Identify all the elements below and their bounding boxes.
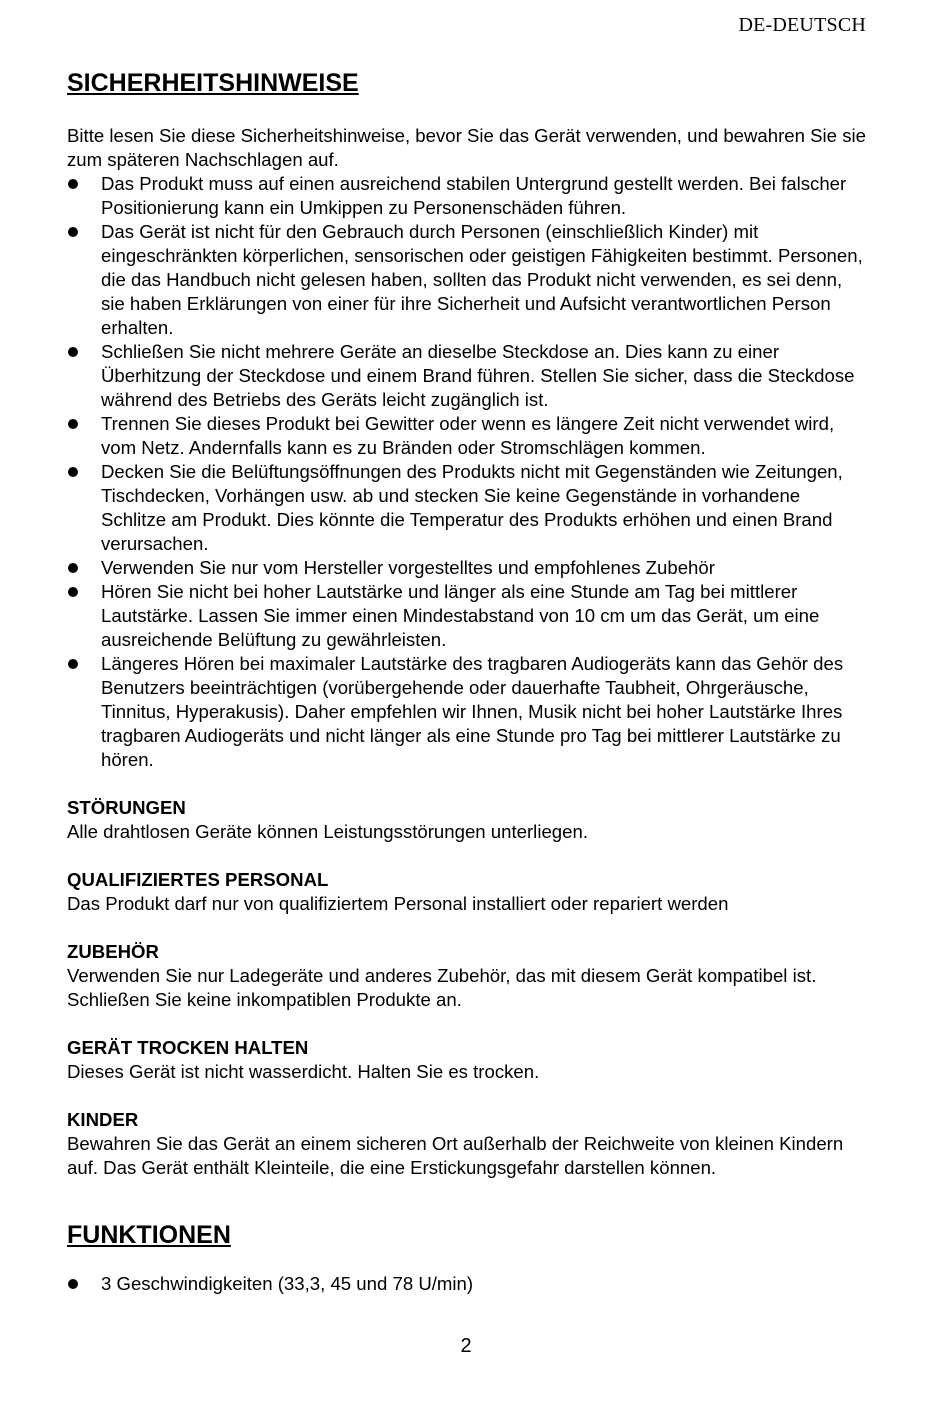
section-children xyxy=(67,1108,867,1180)
section-title: QUALIFIZIERTES PERSONAL xyxy=(67,869,329,890)
bullet-icon xyxy=(68,419,78,429)
section-title: GERÄT TROCKEN HALTEN xyxy=(67,1037,309,1058)
list-item-text: 3 Geschwindigkeiten (33,3, 45 und 78 U/min) xyxy=(101,1273,474,1294)
safety-intro: Bitte lesen Sie diese Sicherheitshinweise, bevor Sie das Gerät verwenden, und bewahren Sie sie zum späteren Nachschlagen auf. xyxy=(67,125,866,170)
section-text: Alle drahtlosen Geräte können Leistungsstörungen unterliegen. xyxy=(67,821,588,842)
bullet-icon xyxy=(68,347,78,357)
section-text: Dieses Gerät ist nicht wasserdicht. Halten Sie es trocken. xyxy=(67,1061,540,1082)
list-item xyxy=(67,1272,867,1296)
list-item-text: Längeres Hören bei maximaler Lautstärke des tragbaren Audiogeräts kann das Gehör des Benutzers beeinträchtigen (vorübergehende oder dauerhafte Taubheit, Ohrgeräusche, Tinnitus, Hyperakusis). Daher empfehlen wir Ihnen, Musik nicht bei hoher Lautstärke Ihres tragbaren Audiogeräts und nicht länger als eine Stunde pro Tag bei mittlerer Lautstärke zu hören. xyxy=(101,653,844,770)
bullet-icon xyxy=(68,587,78,597)
section-text: Das Produkt darf nur von qualifiziertem Personal installiert oder repariert werden xyxy=(67,893,729,914)
features-list xyxy=(67,1272,867,1296)
language-label: DE-DEUTSCH xyxy=(738,14,866,36)
list-item-text: Das Produkt muss auf einen ausreichend stabilen Untergrund gestellt werden. Bei falscher Positionierung kann ein Umkippen zu Personenschäden führen. xyxy=(101,173,847,218)
section-title: STÖRUNGEN xyxy=(67,797,186,818)
list-item xyxy=(67,652,867,772)
list-item xyxy=(67,412,867,460)
list-item xyxy=(67,460,867,556)
list-item xyxy=(67,220,867,340)
section-qualified-personnel xyxy=(67,868,867,916)
page-number: 2 xyxy=(460,1335,472,1357)
section-keep-dry xyxy=(67,1036,867,1084)
list-item-text: Decken Sie die Belüftungsöffnungen des Produkts nicht mit Gegenständen wie Zeitungen, Tischdecken, Vorhängen usw. ab und stecken Sie keine Gegenstände in vorhandene Schlitze am Produkt. Dies könnte die Temperatur des Produkts erhöhen und einen Brand verursachen. xyxy=(101,461,843,554)
bullet-icon xyxy=(68,467,78,477)
bullet-icon xyxy=(68,659,78,669)
section-title: KINDER xyxy=(67,1109,139,1130)
features-heading: FUNKTIONEN xyxy=(67,1221,231,1249)
list-item xyxy=(67,556,867,580)
bullet-icon xyxy=(68,563,78,573)
list-item xyxy=(67,340,867,412)
bullet-icon xyxy=(68,1279,78,1289)
list-item xyxy=(67,580,867,652)
list-item-text: Hören Sie nicht bei hoher Lautstärke und länger als eine Stunde am Tag bei mittlerer Lautstärke. Lassen Sie immer einen Mindestabstand von 10 cm um das Gerät, um eine ausreichende Belüftung zu gewährleisten. xyxy=(101,581,820,650)
section-title: ZUBEHÖR xyxy=(67,941,159,962)
section-interference xyxy=(67,796,867,844)
section-accessories xyxy=(67,940,867,1012)
safety-list xyxy=(67,172,867,772)
list-item-text: Trennen Sie dieses Produkt bei Gewitter oder wenn es längere Zeit nicht verwendet wird, vom Netz. Andernfalls kann es zu Bränden oder Stromschlägen kommen. xyxy=(101,413,835,458)
list-item xyxy=(67,172,867,220)
safety-heading: SICHERHEITSHINWEISE xyxy=(67,69,359,97)
section-text: Bewahren Sie das Gerät an einem sicheren Ort außerhalb der Reichweite von kleinen Kindern auf. Das Gerät enthält Kleinteile, die eine Erstickungsgefahr darstellen können. xyxy=(67,1133,844,1178)
list-item-text: Das Gerät ist nicht für den Gebrauch durch Personen (einschließlich Kinder) mit eingeschränkten körperlichen, sensorischen oder geistigen Fähigkeiten bestimmt. Personen, die das Handbuch nicht gelesen haben, sollten das Produkt nicht verwenden, es sei denn, sie haben Erklärungen von einer für ihre Sicherheit und Aufsicht verantwortlichen Person erhalten. xyxy=(101,221,863,338)
section-text: Verwenden Sie nur Ladegeräte und anderes Zubehör, das mit diesem Gerät kompatibel ist. Schließen Sie keine inkompatiblen Produkte an. xyxy=(67,965,817,1010)
bullet-icon xyxy=(68,179,78,189)
document-body xyxy=(67,68,867,1296)
list-item-text: Schließen Sie nicht mehrere Geräte an dieselbe Steckdose an. Dies kann zu einer Überhitzung der Steckdose und einem Brand führen. Stellen Sie sicher, dass die Steckdose während des Betriebs des Geräts leicht zugänglich ist. xyxy=(101,341,855,410)
bullet-icon xyxy=(68,227,78,237)
list-item-text: Verwenden Sie nur vom Hersteller vorgestelltes und empfohlenes Zubehör xyxy=(101,557,715,578)
